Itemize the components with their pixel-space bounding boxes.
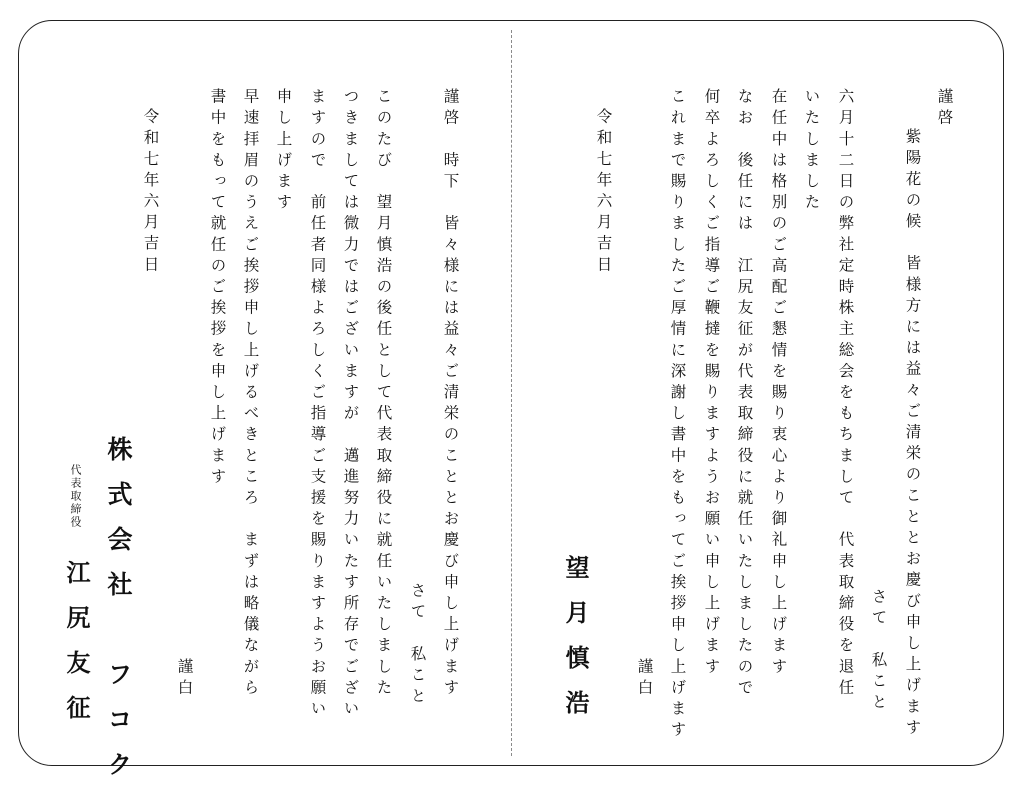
left-line-5: ますので 前任者同様よろしくご指導ご支援を賜りますようお願い [308, 88, 327, 721]
right-closing: 謹白 [635, 658, 654, 701]
left-line-3: このたび 望月慎浩の後任として代表取締役に就任いたしました [374, 88, 393, 700]
right-line-2: さて 私こと [869, 588, 888, 715]
right-line-5: 在任中は格別のご高配ご懇情を賜り衷心より御礼申し上げます [769, 88, 788, 679]
right-line-8: これまで賜りましたご厚情に深謝し書中をもってご挨拶申し上げます [668, 88, 687, 743]
right-date: 令和七年六月吉日 [594, 108, 613, 277]
left-line-4: つきましては微力ではございますが 邁進努力いたす所存でござい [341, 88, 360, 721]
left-line-6: 申し上げます [274, 88, 293, 215]
left-closing: 謹白 [175, 658, 194, 701]
right-signer: 望月慎浩 [561, 555, 590, 735]
left-line-2: さて 私こと [408, 582, 427, 709]
right-line-4: いたしました [802, 88, 821, 215]
left-company: 株式会社 フコク [104, 436, 133, 796]
right-line-7: 何卒よろしくご指導ご鞭撻を賜りますようお願い申し上げます [702, 88, 721, 679]
right-line-1: 紫陽花の候 皆様方には益々ご清栄のこととお慶び申し上げます [903, 128, 922, 740]
left-line-8: 書中をもって就任のご挨拶を申し上げます [208, 88, 227, 489]
right-line-6: なお 後任には 江尻友征が代表取締役に就任いたしましたので [735, 88, 754, 700]
left-signer: 江尻友征 [62, 560, 91, 740]
right-salutation: 謹啓 [935, 88, 954, 131]
right-line-3: 六月十二日の弊社定時株主総会をもちまして 代表取締役を退任 [836, 88, 855, 700]
left-line-7: 早速拝眉のうえご挨拶申し上げるべきところ まずは略儀ながら [241, 88, 260, 700]
fold-line [511, 30, 512, 756]
left-title: 代表取締役 [69, 464, 82, 529]
left-date: 令和七年六月吉日 [141, 108, 160, 277]
left-line-1: 謹啓 時下 皆々様には益々ご清栄のこととお慶び申し上げます [441, 88, 460, 700]
